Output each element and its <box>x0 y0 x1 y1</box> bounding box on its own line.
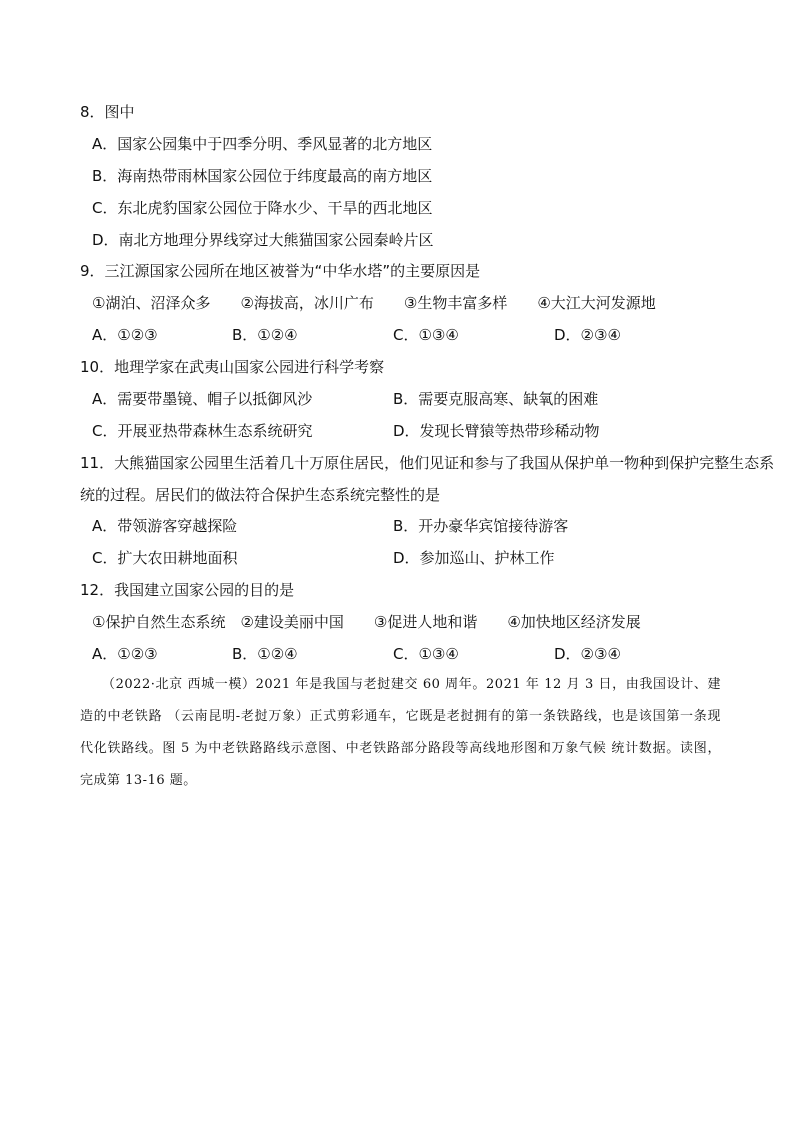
question-8-option-d: D．南北方地理分界线穿过大熊猫国家公园秦岭片区 <box>92 231 434 249</box>
question-10-option-b: B．需要克服高寒、缺氧的困难 <box>393 390 599 408</box>
question-10-option-d: D．发现长臂猿等热带珍稀动物 <box>393 422 600 440</box>
question-12-answer-c: C．①③④ <box>393 645 459 663</box>
question-9-answer-d: D．②③④ <box>554 326 621 344</box>
question-8-stem: 8．图中 <box>80 103 135 121</box>
question-11-option-b: B．开办豪华宾馆接待游客 <box>393 517 569 535</box>
question-9-items: ①湖泊、沼泽众多 ②海拔高，冰川广布 ③生物丰富多样 ④大江大河发源地 <box>92 294 656 312</box>
question-12-answer-b: B．①②④ <box>232 645 298 663</box>
question-11-stem-line-1: 11．大熊猫国家公园里生活着几十万原住居民，他们见证和参与了我国从保护单一物种到保护完整生态系 <box>80 454 775 472</box>
question-12-answer-d: D．②③④ <box>554 645 621 663</box>
question-10-stem: 10．地理学家在武夷山国家公园进行科学考察 <box>80 358 385 376</box>
question-10-option-c: C．开展亚热带森林生态系统研究 <box>92 422 313 440</box>
question-12-items: ①保护自然生态系统 ②建设美丽中国 ③促进人地和谐 ④加快地区经济发展 <box>92 613 641 631</box>
question-10-option-a: A．需要带墨镜、帽子以抵御风沙 <box>92 390 313 408</box>
question-8-option-a: A．国家公园集中于四季分明、季风显著的北方地区 <box>92 135 433 153</box>
question-11-stem-line-2: 统的过程。居民们的做法符合保护生态系统完整性的是 <box>80 486 441 504</box>
question-9-answer-a: A．①②③ <box>92 326 158 344</box>
question-11-option-a: A．带领游客穿越探险 <box>92 517 238 535</box>
question-11-option-d: D．参加巡山、护林工作 <box>393 549 555 567</box>
question-8-option-c: C．东北虎豹国家公园位于降水少、干旱的西北地区 <box>92 199 433 217</box>
question-9-answer-b: B．①②④ <box>232 326 298 344</box>
question-12-answer-a: A．①②③ <box>92 645 158 663</box>
question-9-stem: 9．三江源国家公园所在地区被誉为“中华水塔”的主要原因是 <box>80 262 481 280</box>
question-12-stem: 12．我国建立国家公园的目的是 <box>80 581 295 599</box>
question-8-option-b: B．海南热带雨林国家公园位于纬度最高的南方地区 <box>92 167 433 185</box>
reading-passage: （2022·北京 西城一模）2021 年是我国与老挝建交 60 周年。2021 年 12 月 3 日，由我国设计、建造的中老铁路 （云南昆明-老挝万象）正式剪彩通车，它既是老挝拥有的第一条铁路线，也是该国第一条现代化铁路线。图 5 为中老铁路路线示意图、中老铁路部分路段等高线地形图和万象气候 统计数据。读图，完成第 13-16 题。 <box>80 677 721 788</box>
question-11-option-c: C．扩大农田耕地面积 <box>92 549 238 567</box>
question-9-answer-c: C．①③④ <box>393 326 459 344</box>
